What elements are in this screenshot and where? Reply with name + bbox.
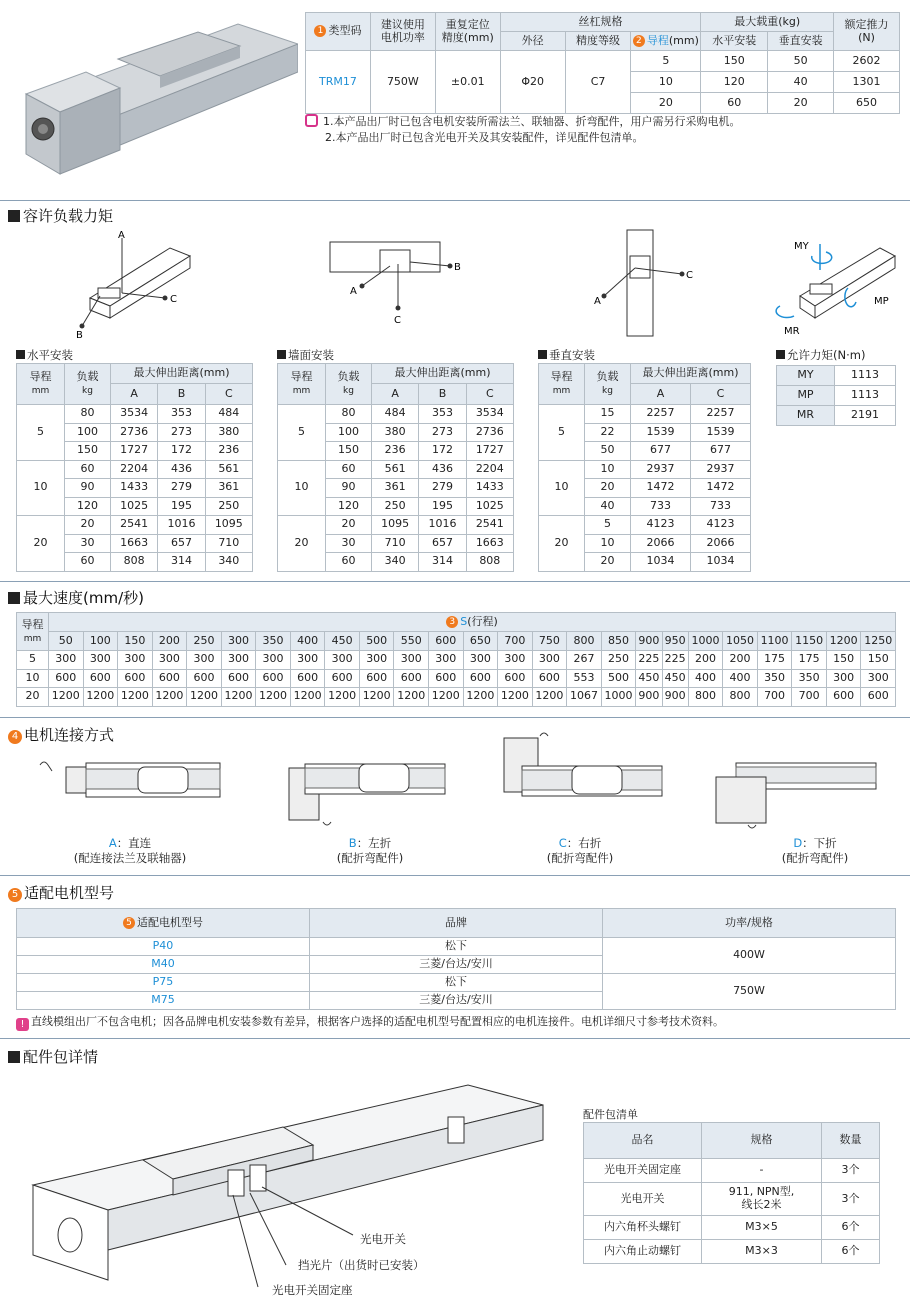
speed-cell: 1200 xyxy=(49,688,84,707)
stroke-header: 1150 xyxy=(792,632,827,651)
speed-cell: 300 xyxy=(394,651,429,670)
conn-diagram-d xyxy=(712,755,882,837)
speed-lead: 10 xyxy=(17,669,49,688)
allowed-title: 允许力矩(N·m) xyxy=(776,347,865,363)
speed-cell: 300 xyxy=(532,651,567,670)
speed-cell: 900 xyxy=(636,688,662,707)
stroke-header: 200 xyxy=(152,632,187,651)
speed-cell: 600 xyxy=(290,669,325,688)
stroke-header: 1250 xyxy=(861,632,896,651)
wall-table: 导程 mm 负载 kg 最大伸出距离(mm) A B C 5 80 484 353 3534 100 380 273 2736 150 236 172 1727 10 60 561 436 2204 90 361 279 1433 120 250 195 1025 20 20 1095 1016 2541 30 710 657 1663 60 340 314 808 xyxy=(277,363,514,572)
stroke-header: 250 xyxy=(187,632,222,651)
speed-cell: 1200 xyxy=(187,688,222,707)
speed-cell: 300 xyxy=(49,651,84,670)
speed-cell: 300 xyxy=(498,651,533,670)
speed-cell: 1200 xyxy=(152,688,187,707)
speed-cell: 450 xyxy=(662,669,688,688)
spec-note-2: 2.本产品出厂时已包含光电开关及其安装配件，详见配件包清单。 xyxy=(325,131,644,144)
diagram-horizontal xyxy=(70,228,200,340)
speed-cell: 225 xyxy=(662,651,688,670)
conn-diagram-c xyxy=(500,730,670,802)
parts-assembly-drawing xyxy=(28,1075,548,1305)
speed-cell: 600 xyxy=(221,669,256,688)
speed-cell: 400 xyxy=(723,669,758,688)
note-marker-icon xyxy=(305,114,318,127)
speed-cell: 800 xyxy=(723,688,758,707)
warning-icon: ! xyxy=(16,1018,29,1031)
diagram-wall xyxy=(320,236,470,328)
speed-cell: 600 xyxy=(118,669,153,688)
parts-list-title: 配件包清单 xyxy=(583,1108,638,1121)
speed-table: 导程 mm 3 S(行程) 50 100 150 200 250 300 350 400 450 500 550 600 650 700 750 800 850 900 950 1000 1050 1100 1150 1200 1250 5 300 300 300 300 300 300 300 300 300 300 300 300 300 300 300 267 250 225 225 200 200 175 175 150 150 10 600 600 600 600 600 600 600 600 600 600 600 600 600 600 600 553 500 450 450 400 400 350 350 300 300 20 1200 1200 1200 1200 1200 1200 1200 1200 1200 1200 1200 1200 1200 1200 1200 1067 1000 900 900 800 800 700 700 600 600 xyxy=(16,612,896,707)
diagram-moments xyxy=(770,226,900,336)
stroke-header: 1000 xyxy=(688,632,723,651)
stroke-header: 450 xyxy=(325,632,360,651)
speed-cell: 225 xyxy=(636,651,662,670)
speed-cell: 175 xyxy=(757,651,792,670)
speed-cell: 800 xyxy=(688,688,723,707)
speed-cell: 600 xyxy=(826,688,861,707)
divider xyxy=(0,875,910,876)
divider xyxy=(0,717,910,718)
speed-cell: 1200 xyxy=(256,688,291,707)
label-photo-switch: 光电开关 xyxy=(360,1232,406,1246)
label-a: A xyxy=(118,230,125,241)
speed-cell: 600 xyxy=(187,669,222,688)
label-c: C xyxy=(394,315,401,326)
speed-cell: 1200 xyxy=(290,688,325,707)
speed-cell: 300 xyxy=(325,651,360,670)
speed-cell: 300 xyxy=(429,651,464,670)
speed-cell: 600 xyxy=(394,669,429,688)
label-shutter: 挡光片（出货时已安装） xyxy=(298,1258,425,1272)
conn-caption-c: C：右折 (配折弯配件) xyxy=(546,836,614,865)
speed-cell: 300 xyxy=(118,651,153,670)
speed-cell: 150 xyxy=(826,651,861,670)
label-a: A xyxy=(594,296,601,307)
horizontal-title: 水平安装 xyxy=(16,347,73,363)
speed-cell: 450 xyxy=(636,669,662,688)
speed-cell: 500 xyxy=(601,669,636,688)
motor-note: ! 直线模组出厂不包含电机；因各品牌电机安装参数有差异，根据客户选择的适配电机型号配置相应的电机连接件。电机详细尺寸参考技术资料。 xyxy=(16,1014,724,1031)
stroke-header: 800 xyxy=(567,632,602,651)
speed-cell: 300 xyxy=(221,651,256,670)
diagram-vertical xyxy=(590,226,700,338)
vertical-title: 垂直安装 xyxy=(538,347,595,363)
speed-cell: 600 xyxy=(861,688,896,707)
stroke-header: 1100 xyxy=(757,632,792,651)
speed-cell: 1200 xyxy=(221,688,256,707)
speed-cell: 200 xyxy=(688,651,723,670)
speed-cell: 600 xyxy=(463,669,498,688)
stroke-header: 50 xyxy=(49,632,84,651)
stroke-header: 750 xyxy=(532,632,567,651)
speed-lead: 5 xyxy=(17,651,49,670)
speed-cell: 900 xyxy=(662,688,688,707)
speed-cell: 1200 xyxy=(83,688,118,707)
speed-cell: 600 xyxy=(498,669,533,688)
speed-cell: 600 xyxy=(256,669,291,688)
spec-table: 1 类型码 建议使用 电机功率 重复定位 精度(mm) 丝杠规格 最大载重(kg) 额定推力 (N) 外径 精度等级 2 导程(mm) 水平安装 垂直安装 TRM17 750W ±0.01 Φ20 C7 5 150 50 2602 10 120 40 1301 20 60 20 650 xyxy=(305,12,900,114)
stroke-header: 600 xyxy=(429,632,464,651)
divider xyxy=(0,1038,910,1039)
speed-cell: 600 xyxy=(429,669,464,688)
parts-section-title: 配件包详情 xyxy=(8,1046,98,1067)
connection-section-title: 4 电机连接方式 xyxy=(8,724,114,745)
speed-cell: 600 xyxy=(49,669,84,688)
speed-cell: 267 xyxy=(567,651,602,670)
stroke-header: 700 xyxy=(498,632,533,651)
stroke-header: 900 xyxy=(636,632,662,651)
speed-cell: 300 xyxy=(290,651,325,670)
speed-cell: 1067 xyxy=(567,688,602,707)
speed-cell: 350 xyxy=(792,669,827,688)
speed-cell: 700 xyxy=(792,688,827,707)
speed-cell: 300 xyxy=(826,669,861,688)
speed-cell: 600 xyxy=(359,669,394,688)
stroke-header: 1200 xyxy=(826,632,861,651)
badge-3: 3 xyxy=(446,616,458,628)
badge-1: 1 xyxy=(314,25,326,37)
wall-title: 墙面安装 xyxy=(277,347,334,363)
stroke-header: 950 xyxy=(662,632,688,651)
speed-cell: 300 xyxy=(359,651,394,670)
speed-cell: 300 xyxy=(463,651,498,670)
stroke-header: 1050 xyxy=(723,632,758,651)
speed-cell: 350 xyxy=(757,669,792,688)
motor-table: 5 适配电机型号 品牌 功率/规格 P40 松下 400W M40 三菱/台达/安川 P75 松下 750W M75 三菱/台达/安川 xyxy=(16,908,896,1010)
speed-row xyxy=(17,651,896,670)
speed-row xyxy=(17,669,896,688)
speed-cell: 400 xyxy=(688,669,723,688)
spec-note-1: 1.本产品出厂时已包含电机安装所需法兰、联轴器、折弯配件，用户需另行采购电机。 xyxy=(305,114,741,129)
speed-cell: 175 xyxy=(792,651,827,670)
stroke-header: 350 xyxy=(256,632,291,651)
label-c: C xyxy=(686,270,693,281)
speed-cell: 600 xyxy=(83,669,118,688)
speed-cell: 600 xyxy=(152,669,187,688)
speed-cell: 300 xyxy=(83,651,118,670)
stroke-header: 850 xyxy=(601,632,636,651)
horizontal-table: 导程 mm 负载 kg 最大伸出距离(mm) A B C 5 80 3534 353 484 100 2736 273 380 150 1727 172 236 10 60 2204 436 561 90 1433 279 361 120 1025 195 250 20 20 2541 1016 1095 30 1663 657 710 60 808 314 340 xyxy=(16,363,253,572)
speed-cell: 1200 xyxy=(429,688,464,707)
label-mr: MR xyxy=(784,326,800,336)
stroke-header: 500 xyxy=(359,632,394,651)
speed-cell: 150 xyxy=(861,651,896,670)
stroke-header: 300 xyxy=(221,632,256,651)
speed-section-title: 最大速度(mm/秒) xyxy=(8,587,144,608)
speed-cell: 1200 xyxy=(498,688,533,707)
label-c: C xyxy=(170,294,177,305)
speed-cell: 1000 xyxy=(601,688,636,707)
product-photo xyxy=(8,14,298,184)
badge-2: 2 xyxy=(633,35,645,47)
label-b: B xyxy=(454,262,461,273)
label-b: B xyxy=(76,330,83,340)
speed-cell: 700 xyxy=(757,688,792,707)
stroke-header: 400 xyxy=(290,632,325,651)
speed-cell: 300 xyxy=(861,669,896,688)
divider xyxy=(0,200,910,201)
badge-5: 5 xyxy=(123,917,135,929)
allowed-table: MY 1113 MP 1113 MR 2191 xyxy=(776,365,896,426)
speed-cell: 1200 xyxy=(118,688,153,707)
conn-caption-d: D：下折 (配折弯配件) xyxy=(781,836,849,865)
horizontal-body: 5 80 3534 353 484 100 2736 273 380 150 1727 172 236 10 60 2204 436 561 90 1433 279 361 120 1025 195 250 20 20 2541 1016 1095 30 1663 657 710 60 808 314 340 xyxy=(17,405,253,572)
stroke-header: 100 xyxy=(83,632,118,651)
label-my: MY xyxy=(794,241,809,252)
speed-cell: 1200 xyxy=(394,688,429,707)
speed-cell: 1200 xyxy=(463,688,498,707)
conn-caption-a: A：直连 (配连接法兰及联轴器) xyxy=(73,836,187,865)
conn-caption-b: B：左折 (配折弯配件) xyxy=(336,836,404,865)
conn-diagram-b xyxy=(285,748,455,838)
stroke-header: 550 xyxy=(394,632,429,651)
label-mp: MP xyxy=(874,296,889,307)
speed-cell: 600 xyxy=(532,669,567,688)
speed-cell: 300 xyxy=(256,651,291,670)
motor-section-title: 5 适配电机型号 xyxy=(8,882,114,903)
speed-cell: 1200 xyxy=(325,688,360,707)
parts-list-table: 品名 规格 数量 光电开关固定座 - 3个 光电开关 911, NPN型, 线长2米 3个 内六角杯头螺钉 M3×5 6个 内六角止动螺钉 M3×3 6个 xyxy=(583,1122,880,1264)
label-a: A xyxy=(350,286,357,297)
speed-lead: 20 xyxy=(17,688,49,707)
speed-cell: 553 xyxy=(567,669,602,688)
moment-section-title: 容许负载力矩 xyxy=(8,205,113,226)
speed-cell: 1200 xyxy=(532,688,567,707)
conn-diagram-a xyxy=(30,755,230,805)
speed-row xyxy=(17,688,896,707)
speed-cell: 600 xyxy=(325,669,360,688)
stroke-header: 650 xyxy=(463,632,498,651)
speed-cell: 1200 xyxy=(359,688,394,707)
speed-cell: 250 xyxy=(601,651,636,670)
vertical-table: 导程 mm 负载 kg 最大伸出距离(mm) A C 5 15 2257 2257 22 1539 1539 50 677 677 10 10 2937 2937 20 1472 1472 40 733 733 20 5 4123 4123 10 2066 2066 20 1034 1034 xyxy=(538,363,751,572)
speed-cell: 300 xyxy=(187,651,222,670)
speed-cell: 300 xyxy=(152,651,187,670)
divider xyxy=(0,581,910,582)
speed-cell: 200 xyxy=(723,651,758,670)
stroke-header: 150 xyxy=(118,632,153,651)
label-switch-mount: 光电开关固定座 xyxy=(272,1283,353,1297)
